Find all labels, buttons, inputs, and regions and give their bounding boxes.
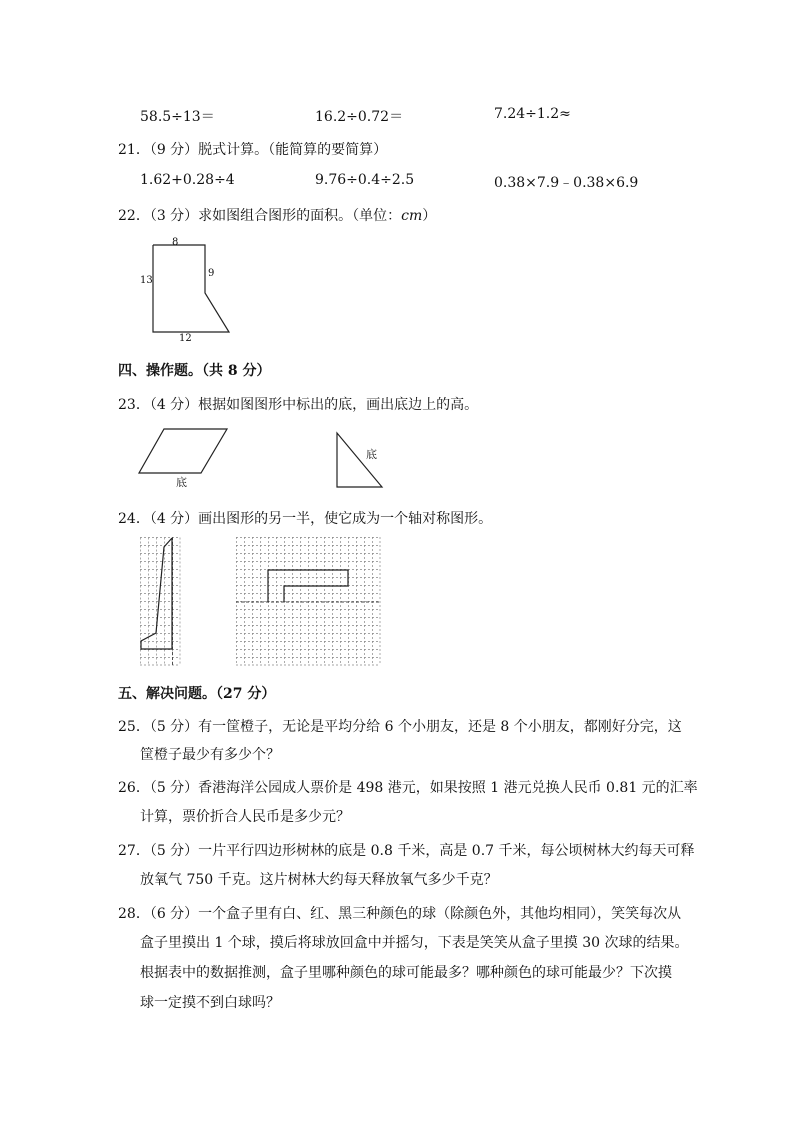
- q22-title-close: ）: [422, 208, 437, 224]
- q28-line-3: 根据表中的数据推测，盒子里哪种颜色的球可能最多？哪种颜色的球可能最少？下次摸: [140, 965, 672, 981]
- q24-left-grid: [140, 537, 182, 667]
- q23-title: 23．（4 分）根据如图图形中标出的底，画出底边上的高。: [118, 397, 479, 413]
- q22-label-left: 13: [140, 275, 153, 286]
- q23-right-triangle: [336, 432, 386, 492]
- q22-composite-figure: [140, 236, 240, 346]
- q25-line-1: 25．（5 分）有一筐橙子，无论是平均分给 6 个小朋友，还是 8 个小朋友，都刚好分完，这: [118, 719, 682, 735]
- q20-expr-1: 58.5÷13＝: [140, 109, 215, 125]
- q21-item-3: 0.38×7.9﹣0.38×6.9: [494, 175, 639, 191]
- q23-base-label-1: 底: [176, 476, 187, 489]
- q24-right-grid: [236, 537, 382, 667]
- section-5-heading: 五、解决问题。（27 分）: [118, 686, 276, 702]
- q28-line-1: 28．（6 分）一个盒子里有白、红、黑三种颜色的球（除颜色外，其他均相同），笑笑每次从: [118, 906, 682, 922]
- q22-label-bottom: 12: [179, 333, 192, 344]
- q21-item-1: 1.62+0.28÷4: [140, 172, 235, 188]
- q20-expr-2: 16.2÷0.72＝: [315, 109, 404, 125]
- q24-title: 24．（4 分）画出图形的另一半，使它成为一个轴对称图形。: [118, 511, 493, 527]
- q28-line-4: 球一定摸不到白球吗？: [140, 995, 280, 1011]
- q21-title: 21．（9 分）脱式计算。（能简算的要简算）: [118, 142, 388, 158]
- q25-line-2: 筐橙子最少有多少个？: [140, 747, 280, 763]
- q26-line-2: 计算，票价折合人民币是多少元？: [140, 809, 350, 825]
- q27-line-2: 放氧气 750 千克。这片树林大约每天释放氧气多少千克？: [140, 872, 498, 888]
- q26-line-1: 26．（5 分）香港海洋公园成人票价是 498 港元，如果按照 1 港元兑换人民币 0.81 元的汇率: [118, 780, 698, 796]
- section-4-heading: 四、操作题。（共 8 分）: [118, 363, 271, 379]
- q22-label-top: 8: [172, 237, 179, 248]
- q22-title: [118, 205, 436, 225]
- q28-line-2: 盒子里摸出 1 个球，摸后将球放回盒中并摇匀，下表是笑笑从盒子里摸 30 次球的结果。: [140, 935, 689, 951]
- q22-title-text: 22．（3 分）求如图组合图形的面积。（单位：: [118, 208, 402, 224]
- q27-line-1: 27．（5 分）一片平行四边形树林的底是 0.8 千米，高是 0.7 千米，每公顷树林大约每天可释: [118, 843, 695, 859]
- q22-label-right: 9: [208, 268, 215, 279]
- q21-item-2: 9.76÷0.4÷2.5: [315, 172, 415, 188]
- q22-unit: cm: [401, 208, 423, 224]
- q20-expr-3: 7.24÷1.2≈: [494, 106, 571, 122]
- q23-parallelogram: [138, 428, 230, 478]
- q23-base-label-2: 底: [366, 448, 377, 461]
